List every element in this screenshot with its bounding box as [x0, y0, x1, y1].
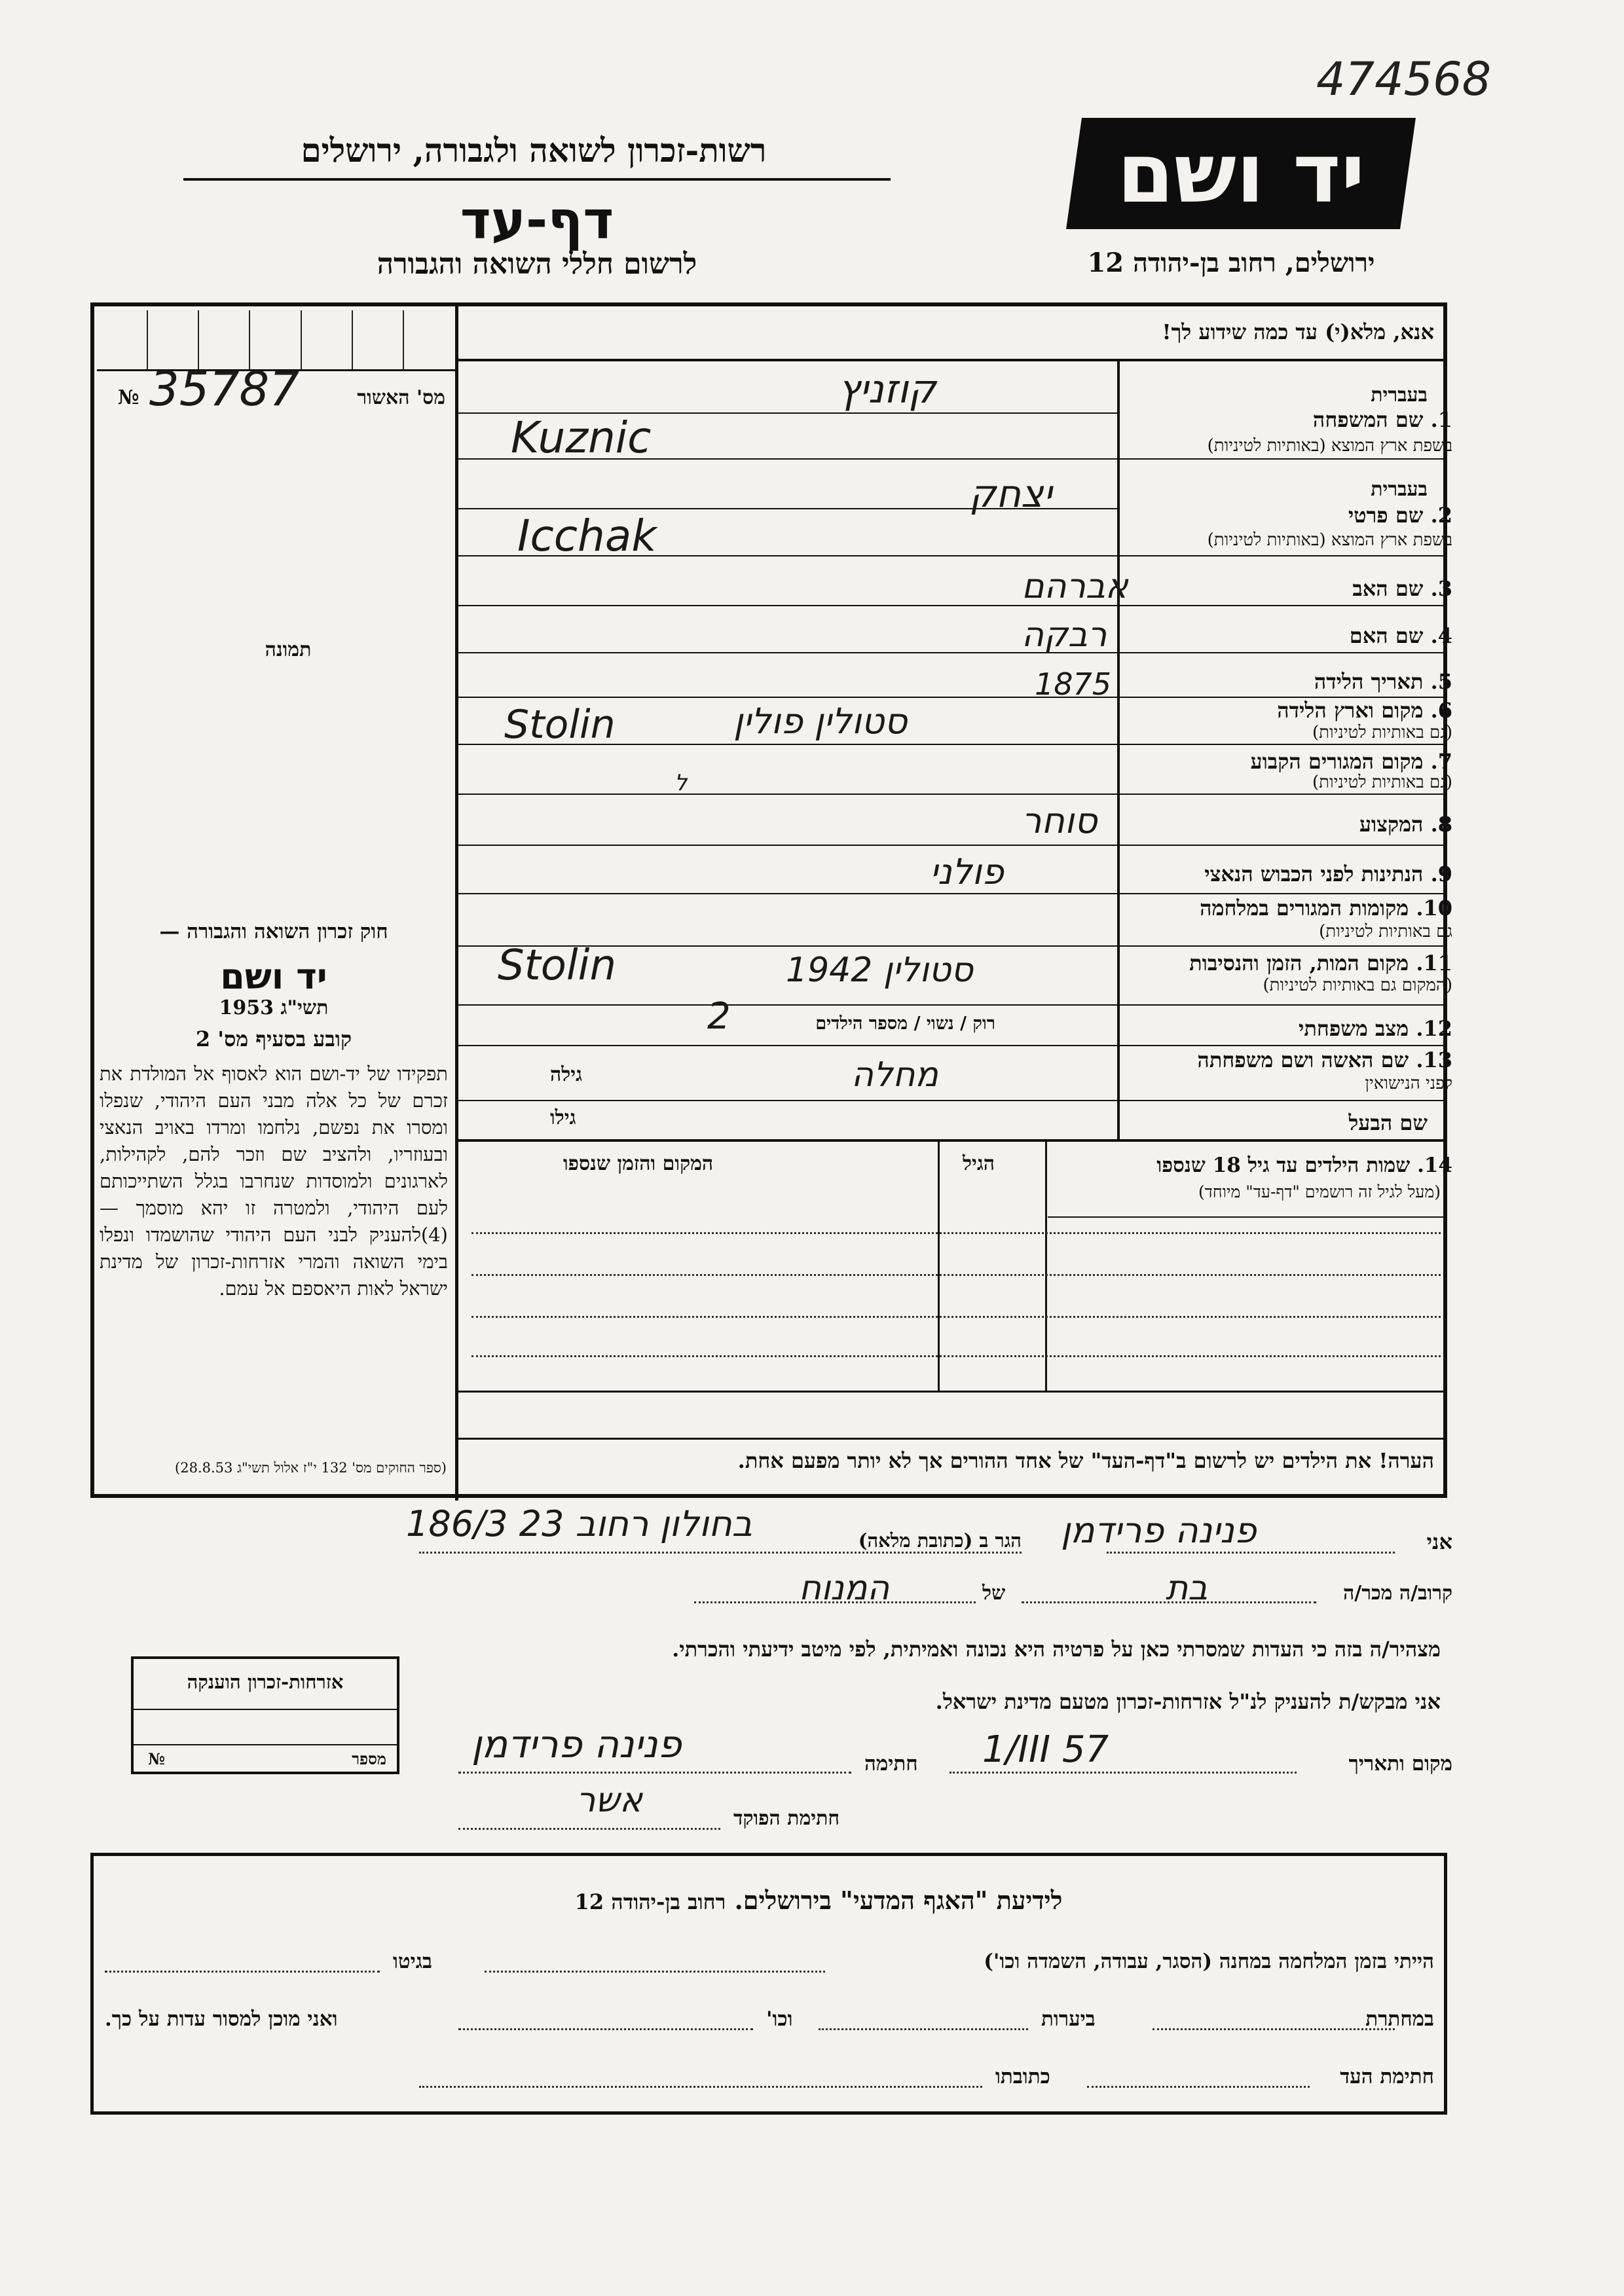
- footer-line2-end: ואני מוכן למסור עדות על כך.: [105, 2007, 338, 2031]
- decl-request: אני מבקש/ת להעניק לנ"ל אזרחות-זכרון מטעם מדינת ישראל.: [935, 1689, 1441, 1714]
- field-11-sub: (המקום גם באותיות לטיניות): [1263, 975, 1452, 995]
- children-row-line: [471, 1355, 1441, 1357]
- field-2-hand-hebrew: יצחק: [969, 471, 1052, 516]
- footer-title: [458, 1886, 1179, 1916]
- field-6-hand-latin: Stolin: [504, 702, 616, 748]
- approval-boxes: [97, 310, 454, 369]
- citizenship-number-label: מספר: [352, 1749, 386, 1768]
- decl-statement: מצהיר/ה בזה כי העדות שמסרתי כאן על פרטיה היא נכונה ואמיתית, לפי מיטב ידיעתי והכרתי.: [672, 1637, 1441, 1662]
- footer-line: [419, 2086, 982, 2088]
- field-6-label: 6. מקום וארץ הלידה: [1277, 698, 1452, 723]
- instructions-rule: [458, 359, 1445, 361]
- logo-text: יד ושם: [1116, 126, 1365, 221]
- note: הערה! את הילדים יש לרשום ב"דף-העד" של אחד ההורים אך לא יותר מפעם אחת.: [737, 1448, 1434, 1473]
- row-rule: [458, 793, 1445, 795]
- law-text: תפקידו של יד-ושם הוא לאסוף אל המולדת את זכרם של כל אלה מבני העם היהודי, שנפלו ומסרו את נפשם, נלחמו ומרדו באויב הנאצי ובעוזריו, ולהציב שם וזכר להם, לקהילות, לארגונים ולמוסדות שנחרבו בגלל השתייכותם לעם היהודי, ולמטרה זו יהא מוסמך — (4)להעניק לבני העם היהודי שהושמדו ונפלו בימי השואה והמרי אזרחות-זכרון של מדינת ישראל לאות היאספם אל עמם.: [100, 1063, 448, 1300]
- form-subtitle: לרשום חללי השואה והגבורה: [377, 247, 697, 281]
- sidebar-divider: [455, 302, 458, 1501]
- footer-line3-a: חתימת העד: [1340, 2065, 1434, 2088]
- form-title: דף-עד: [460, 190, 614, 251]
- field-10-label: 10. מקומות המגורים במלחמה: [1200, 896, 1452, 920]
- decl-resides-hand: בחולון רחוב 23 186/3: [406, 1503, 752, 1544]
- footer-line3-b: כתובתו: [995, 2065, 1050, 2088]
- law-year: תשי"ג 1953: [219, 996, 329, 1019]
- field-10-sub: גם באותיות לטיניות): [1319, 922, 1452, 941]
- label-divider: [1117, 361, 1120, 1139]
- field-5-label: 5. תאריך הלידה: [1314, 669, 1452, 694]
- note-rule: [458, 1438, 1445, 1440]
- field-11-hand-hebrew: סטולין 1942: [786, 951, 973, 990]
- footer-title-address: רחוב בן-יהודה 12: [574, 1889, 726, 1914]
- field-9-hand: פולני: [930, 851, 1004, 892]
- decl-line: [419, 1552, 1022, 1554]
- children-sub: (מעל לגיל זה רושמים "דף-עד" מיוחד): [1198, 1182, 1441, 1201]
- row-rule: [458, 1004, 1445, 1006]
- children-row-line: [471, 1316, 1441, 1318]
- field-6-sub: (גם באותיות לטיניות): [1312, 723, 1452, 742]
- decl-signature: חתימה: [864, 1752, 918, 1776]
- field-6-hand-hebrew: סטולין פולין: [733, 701, 908, 742]
- decl-line: [458, 1772, 851, 1774]
- field-2-label: 2. שם פרטי: [1348, 503, 1452, 528]
- field-1-hand-hebrew: קוזניץ: [838, 367, 936, 412]
- field-7-hand: ל: [674, 770, 688, 796]
- footer-line2-b: ביערות: [1041, 2007, 1096, 2031]
- footer-line1-end: בגיטו: [393, 1950, 432, 1973]
- field-13-label: 13. שם האשה ושם משפחתה: [1197, 1048, 1452, 1072]
- footer-line2-a: במחתרת: [1365, 2007, 1434, 2031]
- field-1-sub: בשפת ארץ המוצא (באותיות לטיניות): [1207, 436, 1452, 456]
- row-rule: [458, 652, 1445, 653]
- children-col-age: הגיל: [963, 1152, 995, 1175]
- row-rule: [458, 605, 1445, 606]
- decl-relative: קרוב/ה מכר/ה: [1343, 1582, 1452, 1605]
- footer-line2-c: וכו': [766, 2007, 793, 2031]
- footer-line1: הייתי בזמן המלחמה במחנה (הסגר, עבודה, השמדה וכו'): [984, 1950, 1434, 1973]
- children-col-divider: [1045, 1142, 1047, 1391]
- field-13-hand: מחלה: [851, 1055, 938, 1095]
- decl-place-date-hand: 1/III 57: [982, 1728, 1109, 1771]
- children-col-place: המקום והזמן שנספו: [563, 1152, 714, 1175]
- header-underline: [183, 178, 891, 181]
- row-rule: [458, 845, 1445, 846]
- children-row-line: [471, 1274, 1441, 1276]
- footer-line: [105, 1971, 380, 1973]
- citizenship-title: אזרחות-זכרון הוענקה: [187, 1671, 344, 1693]
- yad-vashem-logo: [1066, 118, 1416, 229]
- row-rule: [458, 1100, 1445, 1101]
- field-5-hand: 1875: [1035, 666, 1112, 702]
- decl-official: חתימת הפוקד: [733, 1807, 840, 1830]
- field-8-label: 8. המקצוע: [1359, 812, 1452, 837]
- field-1-hand-latin: Kuznic: [511, 412, 652, 463]
- footer-line: [819, 2028, 1028, 2030]
- decl-relative-hand: בת: [1166, 1569, 1208, 1608]
- photo-label: תמונה: [265, 638, 312, 661]
- row-rule: [458, 893, 1445, 894]
- children-row-line: [471, 1232, 1441, 1234]
- footer-line: [1087, 2086, 1310, 2088]
- decl-line: [950, 1772, 1297, 1774]
- field-11-label: 11. מקום המות, הזמן והנסיבות: [1189, 951, 1452, 975]
- field-9-label: 9. הנתינות לפני הכבוש הנאצי: [1204, 862, 1452, 886]
- field-13-sub: לפני הנישואין: [1365, 1074, 1452, 1093]
- field-4-hand: רבקה: [1022, 615, 1107, 655]
- address: ירושלים, רחוב בן-יהודה 12: [1087, 247, 1375, 278]
- field-2-hand-latin: Icchak: [517, 511, 657, 561]
- law-name: יד ושם: [220, 956, 327, 997]
- field-1-label: 1. שם המשפחה: [1312, 407, 1452, 432]
- children-col-divider: [938, 1142, 940, 1391]
- serial-number: 474568: [1316, 52, 1492, 106]
- approval-label: מס' האשור: [357, 386, 445, 409]
- instructions: אנא, מלא(י) עד כמה שידוע לך!: [1162, 319, 1434, 344]
- law-ref: (ספר החוקים מס' 132 י"ז אלול תשי"ג 28.8.53): [175, 1460, 447, 1476]
- footer-line: [485, 1971, 825, 1973]
- field-8-hand: סוחר: [1022, 800, 1098, 841]
- field-3-label: 3. שם האב: [1352, 576, 1452, 601]
- row-rule: [458, 1045, 1445, 1046]
- decl-line: [1107, 1552, 1395, 1554]
- decl-of: של: [982, 1582, 1006, 1605]
- approval-no-symbol: №: [118, 386, 139, 409]
- field-3-hand: אברהם: [1022, 567, 1128, 606]
- footer-title-text: לידיעת "האגף המדעי" בירושלים.: [734, 1886, 1063, 1915]
- field-11-hand-latin: Stolin: [498, 941, 616, 990]
- field-4-label: 4. שם האם: [1349, 623, 1452, 648]
- citizenship-no-symbol: №: [148, 1749, 166, 1768]
- decl-ani: אני: [1426, 1529, 1452, 1554]
- husband-age-label: גילו: [550, 1106, 576, 1129]
- field-7-sub: (גם באותיות לטיניות): [1312, 773, 1452, 792]
- decl-signature-hand: פנינה פרידמן: [471, 1722, 682, 1766]
- citizenship-rule: [134, 1709, 397, 1710]
- authority-name: רשות-זכרון לשואה ולגבורה, ירושלים: [301, 131, 767, 170]
- footer-line: [1153, 2028, 1395, 2030]
- field-7-label: 7. מקום המגורים הקבוע: [1250, 749, 1452, 774]
- children-rule: [1048, 1216, 1445, 1218]
- field-13-age-label: גילה: [550, 1063, 583, 1086]
- children-bottom-rule: [458, 1391, 1445, 1393]
- approval-number: 35787: [149, 361, 300, 416]
- law-clause: קובע בסעיף מס' 2: [195, 1027, 352, 1051]
- husband-label: שם הבעל: [1348, 1110, 1428, 1135]
- children-label: 14. שמות הילדים עד גיל 18 שנספו: [1156, 1154, 1452, 1177]
- field-1-tag: בעברית: [1371, 384, 1428, 407]
- decl-place-date: מקום ותאריך: [1348, 1752, 1452, 1776]
- decl-official-hand: אשר: [576, 1781, 642, 1820]
- field-2-tag: בעברית: [1371, 478, 1428, 501]
- decl-line: [458, 1828, 720, 1830]
- law-title: חוק זכרון השואה והגבורה —: [159, 920, 388, 943]
- field-12-hand: 2: [707, 995, 731, 1038]
- field-2-sub: בשפת ארץ המוצא (באותיות לטיניות): [1207, 530, 1452, 550]
- citizenship-rule: [134, 1744, 397, 1745]
- footer-line: [458, 2028, 753, 2030]
- row-rule: [458, 1139, 1445, 1142]
- decl-ani-hand: פנינה פרידמן: [1061, 1510, 1257, 1551]
- decl-resides: הגר ב (כתובת מלאה): [858, 1529, 1022, 1552]
- field-12-sub: רוק / נשוי / מספר הילדים: [815, 1013, 995, 1034]
- decl-of-hand: המנוח: [799, 1569, 890, 1608]
- field-12-label: 12. מצב משפחתי: [1299, 1016, 1452, 1041]
